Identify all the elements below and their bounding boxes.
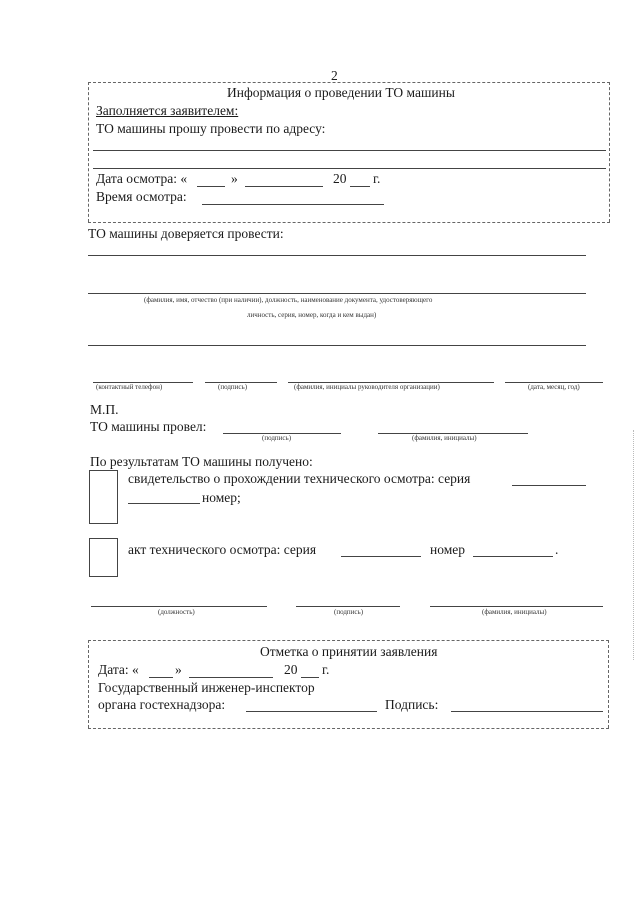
address-line-2[interactable] [93, 168, 606, 169]
scan-edge-artifact [633, 430, 634, 660]
page-number: 2 [331, 68, 338, 83]
entrust-line-3[interactable] [88, 345, 586, 346]
performed-signature-caption: (подпись) [262, 434, 292, 442]
entrust-date-caption: (дата, месяц, год) [528, 383, 580, 391]
act-end: . [555, 542, 559, 557]
result-name-field[interactable] [430, 606, 603, 607]
acceptance-year-prefix: 20 [284, 662, 298, 677]
certificate-number-field[interactable] [128, 503, 200, 504]
entrust-signature-caption: (подпись) [218, 383, 248, 391]
result-position-field[interactable] [91, 606, 267, 607]
inspection-time-field[interactable] [202, 204, 384, 205]
act-label: акт технического осмотра: серия [128, 542, 317, 557]
inspector-name-field[interactable] [246, 711, 377, 712]
act-series-field[interactable] [341, 556, 421, 557]
entrust-line-2[interactable] [88, 293, 586, 294]
acceptance-signature-label: Подпись: [385, 697, 439, 712]
year-prefix: 20 [333, 171, 347, 186]
certificate-number-label: номер; [202, 490, 241, 505]
certificate-checkbox[interactable] [89, 470, 118, 524]
stamp-label: М.П. [90, 402, 119, 417]
entrust-line-1[interactable] [88, 255, 586, 256]
entrust-label: ТО машины доверяется провести: [88, 226, 284, 241]
filled-by-applicant-label: Заполняется заявителем: [96, 103, 239, 118]
act-number-field[interactable] [473, 556, 553, 557]
phone-caption: (контактный телефон) [96, 383, 163, 391]
inspection-month-field[interactable] [245, 186, 323, 187]
date-quote-close: » [231, 171, 238, 186]
performed-by-label: ТО машины провел: [90, 419, 207, 434]
inspector-label-line2: органа гостехнадзора: [98, 697, 226, 712]
acceptance-date-quote-close: » [175, 662, 182, 677]
certificate-series-field[interactable] [512, 485, 586, 486]
entrust-caption-2: личность, серия, номер, когда и кем выдан) [247, 311, 377, 319]
inspection-day-field[interactable] [197, 186, 225, 187]
acceptance-signature-field[interactable] [451, 711, 603, 712]
result-position-caption: (должность) [158, 608, 195, 616]
act-number-label: номер [430, 542, 466, 557]
acceptance-day-field[interactable] [149, 677, 173, 678]
certificate-label: свидетельство о прохождении технического осмотра: серия [128, 471, 471, 486]
year-suffix: г. [373, 171, 381, 186]
address-line-1[interactable] [93, 150, 606, 151]
performed-name-caption: (фамилия, инициалы) [412, 434, 477, 442]
result-name-caption: (фамилия, инициалы) [482, 608, 547, 616]
acceptance-year-field[interactable] [301, 677, 319, 678]
act-checkbox[interactable] [89, 538, 118, 577]
inspection-time-label: Время осмотра: [96, 189, 187, 204]
inspection-date-label: Дата осмотра: « [96, 171, 188, 186]
acceptance-year-suffix: г. [322, 662, 330, 677]
entrust-caption-1: (фамилия, имя, отчество (при наличии), должность, наименование документа, удостоверяющего [144, 296, 433, 304]
acceptance-date-label: Дата: « [98, 662, 139, 677]
address-request-label: ТО машины прошу провести по адресу: [96, 121, 326, 136]
inspector-label-line1: Государственный инженер-инспектор [98, 680, 315, 695]
result-signature-caption: (подпись) [334, 608, 364, 616]
results-label: По результатам ТО машины получено: [90, 454, 313, 469]
head-name-caption: (фамилия, инициалы руководителя организации) [294, 383, 440, 391]
inspection-year-field[interactable] [350, 186, 370, 187]
result-signature-field[interactable] [296, 606, 400, 607]
acceptance-month-field[interactable] [189, 677, 273, 678]
info-section-title: Информация о проведении ТО машины [227, 85, 455, 100]
acceptance-title: Отметка о принятии заявления [260, 644, 438, 659]
